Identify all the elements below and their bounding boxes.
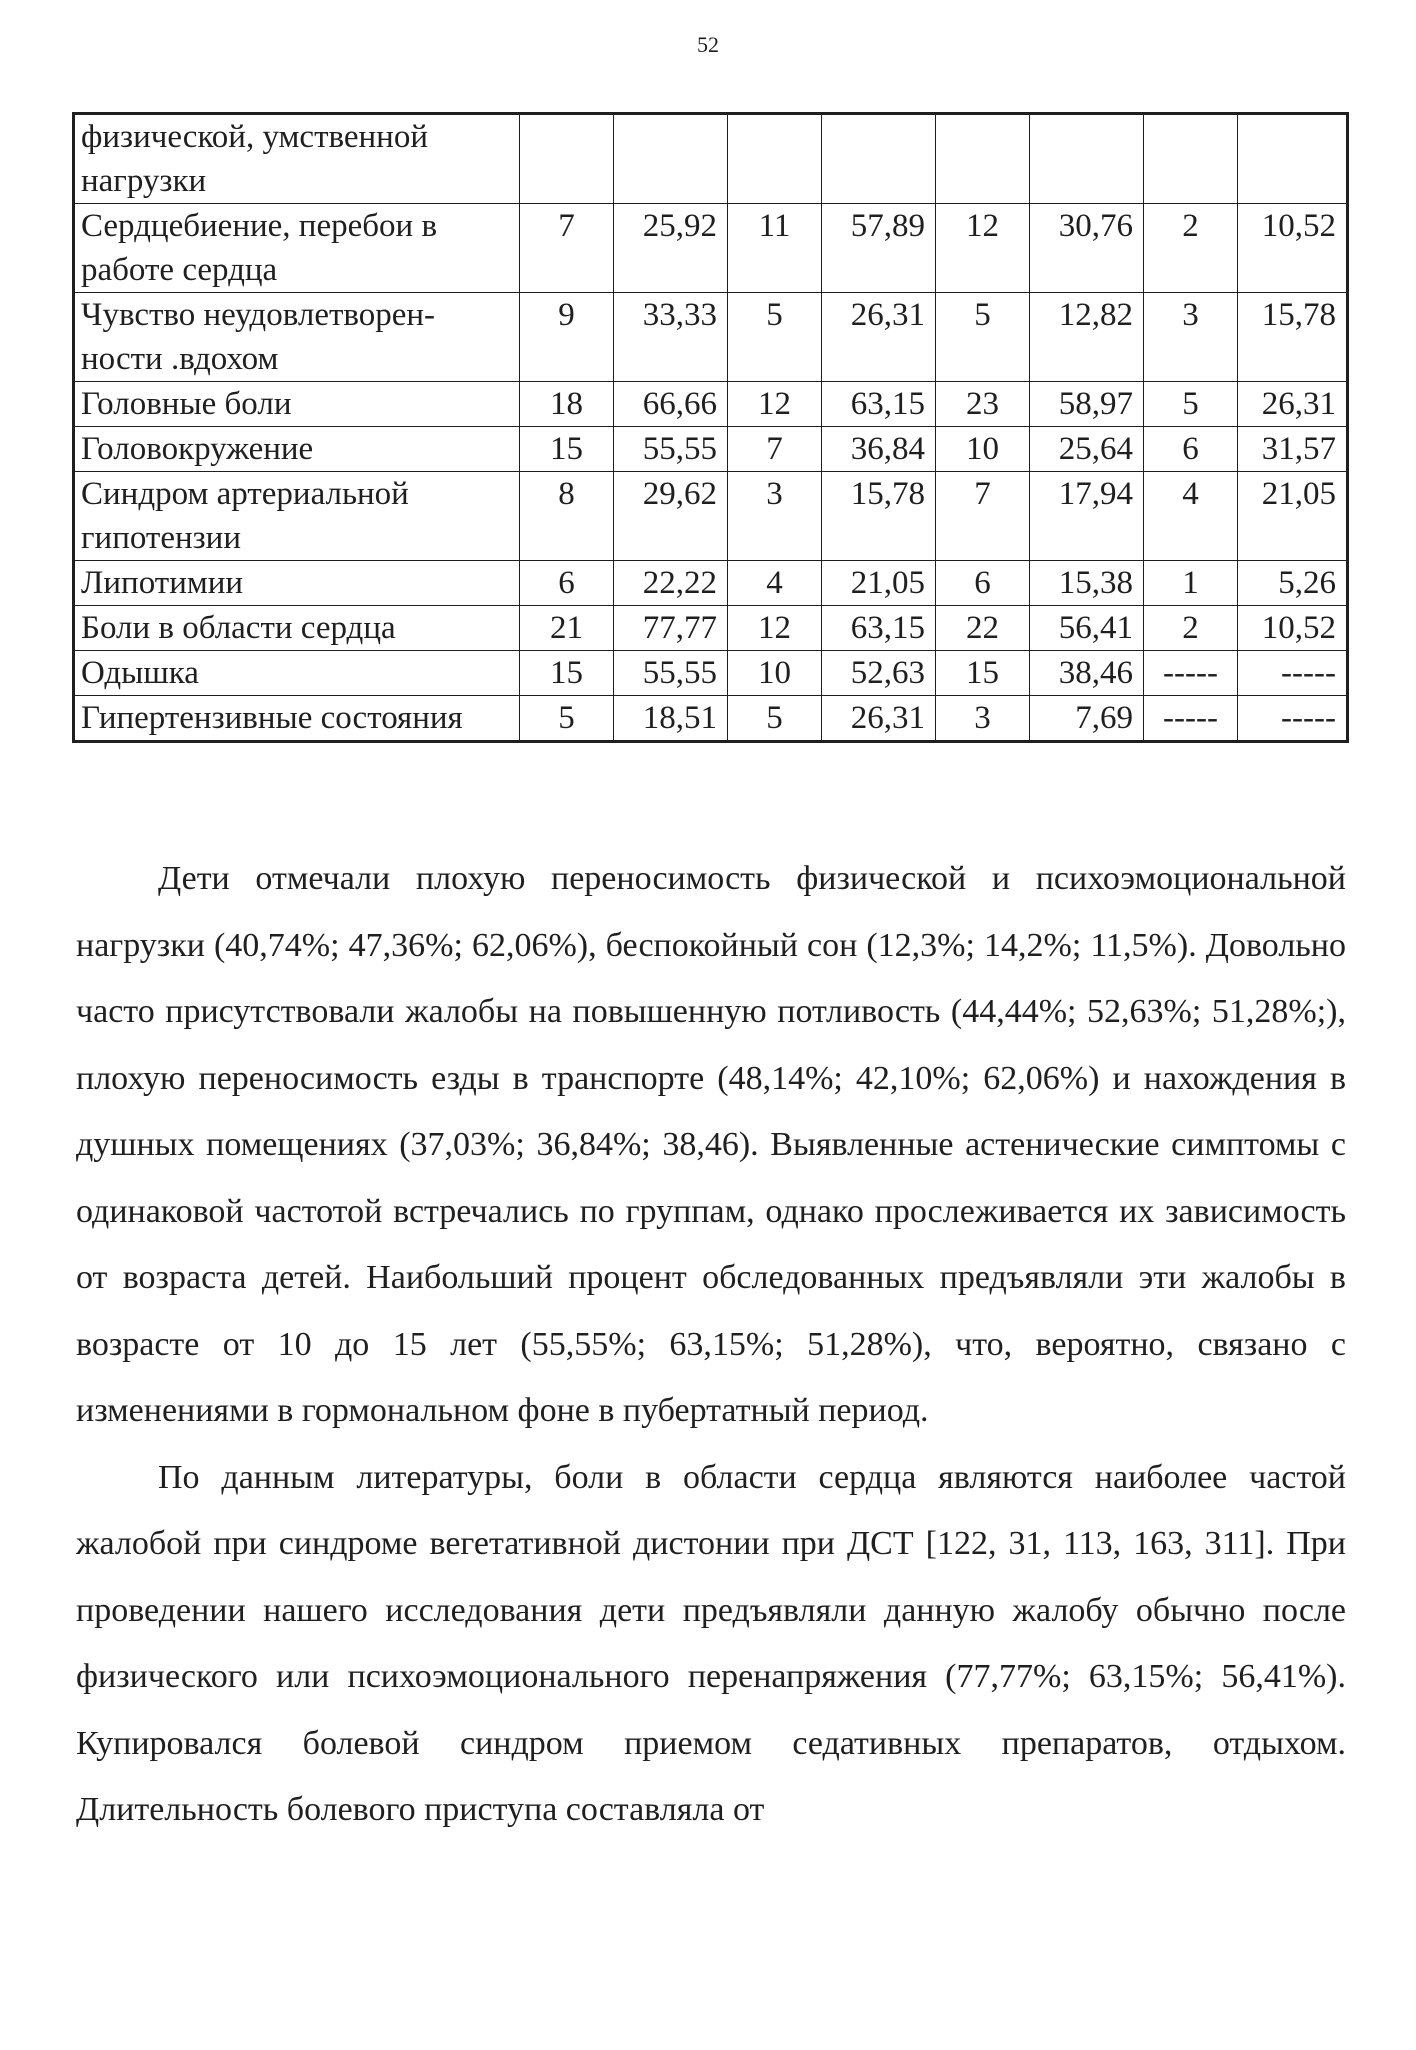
value-cell: 10 bbox=[728, 651, 822, 696]
body-text bbox=[76, 846, 1346, 1844]
value-cell: 7,69 bbox=[1030, 696, 1144, 742]
table-row bbox=[74, 651, 1348, 696]
value-cell: 7 bbox=[728, 427, 822, 472]
value-cell: 5,26 bbox=[1238, 561, 1348, 606]
row-label-cell: Одышка bbox=[74, 651, 520, 696]
value-cell: 3 bbox=[728, 472, 822, 561]
value-cell: 1 bbox=[1144, 561, 1238, 606]
value-cell: 21 bbox=[520, 606, 614, 651]
value-cell: 15,78 bbox=[1238, 293, 1348, 382]
table-row bbox=[74, 114, 1348, 204]
row-label-cell: Гипертензивные состояния bbox=[74, 696, 520, 742]
value-cell: 7 bbox=[520, 204, 614, 293]
value-cell: 5 bbox=[936, 293, 1030, 382]
value-cell: 18,51 bbox=[614, 696, 728, 742]
value-cell: 10,52 bbox=[1238, 204, 1348, 293]
value-cell: 4 bbox=[1144, 472, 1238, 561]
value-cell: 23 bbox=[936, 382, 1030, 427]
value-cell: 30,76 bbox=[1030, 204, 1144, 293]
value-cell: 66,66 bbox=[614, 382, 728, 427]
table-row bbox=[74, 427, 1348, 472]
value-cell: 29,62 bbox=[614, 472, 728, 561]
value-cell: 31,57 bbox=[1238, 427, 1348, 472]
value-cell: 22 bbox=[936, 606, 1030, 651]
value-cell: 5 bbox=[1144, 382, 1238, 427]
value-cell: 26,31 bbox=[822, 293, 936, 382]
value-cell: 21,05 bbox=[822, 561, 936, 606]
value-cell: 52,63 bbox=[822, 651, 936, 696]
value-cell: 15,38 bbox=[1030, 561, 1144, 606]
value-cell: 7 bbox=[936, 472, 1030, 561]
value-cell: 33,33 bbox=[614, 293, 728, 382]
value-cell: 15 bbox=[936, 651, 1030, 696]
value-cell: 6 bbox=[520, 561, 614, 606]
value-cell: 2 bbox=[1144, 204, 1238, 293]
value-cell: 6 bbox=[936, 561, 1030, 606]
value-cell bbox=[822, 114, 936, 204]
value-cell: 12 bbox=[728, 382, 822, 427]
table-row bbox=[74, 606, 1348, 651]
value-cell: ----- bbox=[1144, 696, 1238, 742]
row-label-cell: Сердцебиение, перебои в работе сердца bbox=[74, 204, 520, 293]
value-cell: 12,82 bbox=[1030, 293, 1144, 382]
value-cell: 58,97 bbox=[1030, 382, 1144, 427]
value-cell bbox=[614, 114, 728, 204]
value-cell: 15,78 bbox=[822, 472, 936, 561]
value-cell: 22,22 bbox=[614, 561, 728, 606]
value-cell: 5 bbox=[520, 696, 614, 742]
value-cell: 6 bbox=[1144, 427, 1238, 472]
value-cell: 36,84 bbox=[822, 427, 936, 472]
value-cell: 77,77 bbox=[614, 606, 728, 651]
value-cell: ----- bbox=[1144, 651, 1238, 696]
value-cell: 4 bbox=[728, 561, 822, 606]
value-cell: 5 bbox=[728, 293, 822, 382]
value-cell: 63,15 bbox=[822, 606, 936, 651]
value-cell: 8 bbox=[520, 472, 614, 561]
value-cell: 9 bbox=[520, 293, 614, 382]
value-cell: 15 bbox=[520, 427, 614, 472]
value-cell: 3 bbox=[1144, 293, 1238, 382]
value-cell: 25,64 bbox=[1030, 427, 1144, 472]
value-cell: 26,31 bbox=[822, 696, 936, 742]
value-cell: 15 bbox=[520, 651, 614, 696]
value-cell: 12 bbox=[728, 606, 822, 651]
row-label-cell: Боли в области сердца bbox=[74, 606, 520, 651]
table-row bbox=[74, 293, 1348, 382]
value-cell: 38,46 bbox=[1030, 651, 1144, 696]
value-cell: 18 bbox=[520, 382, 614, 427]
value-cell bbox=[936, 114, 1030, 204]
value-cell: 57,89 bbox=[822, 204, 936, 293]
table-row bbox=[74, 382, 1348, 427]
value-cell: 3 bbox=[936, 696, 1030, 742]
value-cell: ----- bbox=[1238, 696, 1348, 742]
value-cell: 17,94 bbox=[1030, 472, 1144, 561]
value-cell: 21,05 bbox=[1238, 472, 1348, 561]
value-cell bbox=[728, 114, 822, 204]
value-cell bbox=[1238, 114, 1348, 204]
value-cell: 10,52 bbox=[1238, 606, 1348, 651]
value-cell: 5 bbox=[728, 696, 822, 742]
value-cell: 10 bbox=[936, 427, 1030, 472]
value-cell: 25,92 bbox=[614, 204, 728, 293]
table-row bbox=[74, 696, 1348, 742]
paragraph-asthenic-symptoms: Дети отмечали плохую переносимость физической и психоэмоциональной нагрузки (40,74%; 47,36%; 62,06%), беспокойный сон (12,3%; 14,2%; 11,5%). Довольно часто присутствовали жалобы на повышенную потливость (44,44%; 52,63%; 51,28%;), плохую переносимость езды в транспорте (48,14%; 42,10%; 62,06%) и нахождения в душных помещениях (37,03%; 36,84%; 38,46). Выявленные астенические симптомы с одинаковой частотой встречались по группам, однако прослеживается их зависимость от возраста детей. Наибольший процент обследованных предъявляли эти жалобы в возрасте от 10 до 15 лет (55,55%; 63,15%; 51,28%), что, вероятно, связано с изменениями в гормональном фоне в пубертатный период. bbox=[76, 860, 1346, 1429]
value-cell bbox=[1144, 114, 1238, 204]
row-label-cell: физической, умственной нагрузки bbox=[74, 114, 520, 204]
value-cell: 55,55 bbox=[614, 651, 728, 696]
row-label-cell: Головные боли bbox=[74, 382, 520, 427]
row-label-cell: Липотимии bbox=[74, 561, 520, 606]
symptoms-table bbox=[72, 112, 1349, 743]
paragraph-heart-pain: По данным литературы, боли в области сердца являются наиболее частой жалобой при синдроме вегетативной дистонии при ДСТ [122, 31, 113, 163, 311]. При проведении нашего исследования дети предъявляли данную жалобу обычно после физического или психоэмоционального перенапряжения (77,77%; 63,15%; 56,41%). Купировался болевой синдром приемом седативных препаратов, отдыхом. Длительность болевого приступа составляла от bbox=[76, 1458, 1346, 1828]
value-cell: 26,31 bbox=[1238, 382, 1348, 427]
table-row bbox=[74, 561, 1348, 606]
value-cell: 63,15 bbox=[822, 382, 936, 427]
row-label-cell: Чувство неудовлетворен-ности .вдохом bbox=[74, 293, 520, 382]
row-label-cell: Синдром артериальной гипотензии bbox=[74, 472, 520, 561]
table-row bbox=[74, 472, 1348, 561]
value-cell bbox=[1030, 114, 1144, 204]
value-cell: 55,55 bbox=[614, 427, 728, 472]
value-cell: ----- bbox=[1238, 651, 1348, 696]
row-label-cell: Головокружение bbox=[74, 427, 520, 472]
value-cell: 56,41 bbox=[1030, 606, 1144, 651]
value-cell: 11 bbox=[728, 204, 822, 293]
table-row bbox=[74, 204, 1348, 293]
value-cell bbox=[520, 114, 614, 204]
page-number: 52 bbox=[697, 32, 719, 57]
value-cell: 12 bbox=[936, 204, 1030, 293]
value-cell: 2 bbox=[1144, 606, 1238, 651]
